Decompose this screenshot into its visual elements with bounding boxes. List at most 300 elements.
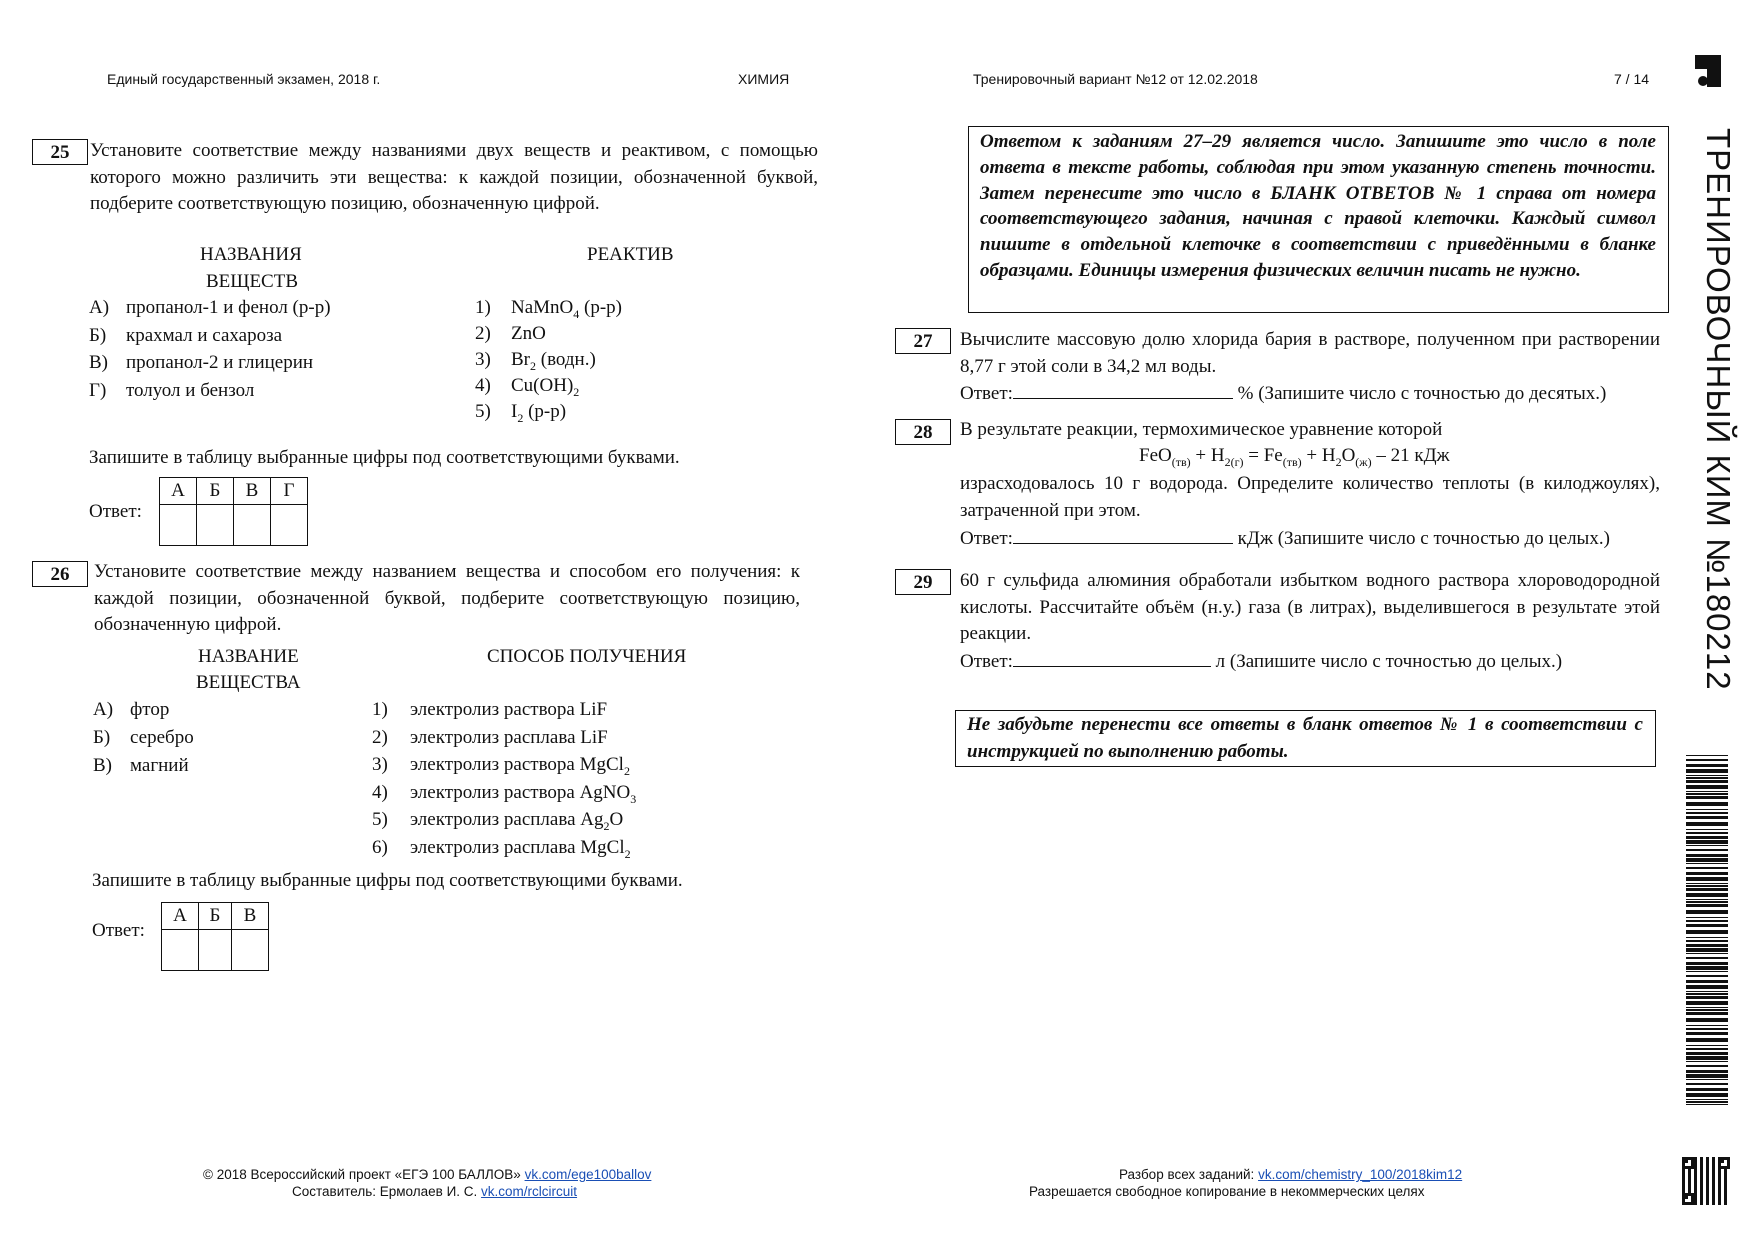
q28-answer-field[interactable] <box>1013 525 1233 544</box>
barcode-bar <box>1686 812 1728 814</box>
qr-module <box>1688 1166 1691 1169</box>
eq-sub: 2 <box>1335 454 1342 469</box>
barcode-bar <box>1686 910 1728 914</box>
q25-reagent-text: Cu(OH) <box>511 375 574 396</box>
qr-module <box>1694 1157 1697 1160</box>
qr-module <box>1724 1181 1727 1184</box>
qr-module <box>1682 1178 1685 1181</box>
qr-module <box>1724 1172 1727 1175</box>
qr-module <box>1712 1190 1715 1193</box>
qr-module <box>1688 1184 1691 1187</box>
q26-answer-cell[interactable] <box>199 930 232 971</box>
qr-module <box>1721 1166 1724 1169</box>
q25-substance-name: пропанол-1 и фенол (р-р) <box>126 297 331 318</box>
qr-module <box>1682 1160 1685 1163</box>
qr-module <box>1700 1184 1703 1187</box>
q25-reagent-text: NaMnO <box>511 297 574 318</box>
qr-code-icon <box>1682 1157 1730 1205</box>
barcode-bar <box>1686 802 1728 806</box>
barcode-bar <box>1686 1032 1728 1035</box>
q26-answer-letter: В <box>232 903 269 930</box>
q26-method-item <box>410 754 630 779</box>
qr-module <box>1700 1163 1703 1166</box>
q25-answer-cell[interactable] <box>197 505 234 546</box>
q26-method-text: электролиз расплава MgCl <box>410 837 625 858</box>
question-number-26: 26 <box>32 561 88 587</box>
q29-answer-label: Ответ: <box>960 651 1013 672</box>
qr-module <box>1694 1199 1697 1202</box>
barcode-bar <box>1686 1056 1728 1060</box>
qr-module <box>1700 1175 1703 1178</box>
qr-module <box>1694 1169 1697 1172</box>
barcode-bar <box>1686 944 1728 947</box>
barcode-bar <box>1686 829 1728 830</box>
qr-module <box>1724 1169 1727 1172</box>
qr-module <box>1682 1199 1685 1202</box>
eq-part: + H <box>1190 445 1225 466</box>
q25-reagent-text: (р-р) <box>579 297 623 318</box>
q25-answer-cell[interactable] <box>160 505 197 546</box>
qr-module <box>1727 1163 1730 1166</box>
barcode-bar <box>1686 780 1728 783</box>
q25-reagent-item <box>511 297 622 322</box>
qr-module <box>1694 1196 1697 1199</box>
q25-text: Установите соответствие между названиями двух веществ и реактивом, с помощью которого можно различить эти вещества: к каждой позиции, обозначенной буквой, подберите соответствующую позицию, обозначенную цифрой. <box>90 140 818 214</box>
qr-module <box>1706 1196 1709 1199</box>
barcode-bar <box>1686 793 1728 795</box>
barcode-bar <box>1686 785 1728 789</box>
qr-module <box>1688 1190 1691 1193</box>
q25-reagent-item <box>511 401 566 426</box>
q26-answer-cell[interactable] <box>232 930 269 971</box>
q26-col-left-header-2: ВЕЩЕСТВА <box>196 672 301 693</box>
barcode-bar <box>1686 948 1728 952</box>
q26-method-text: электролиз раствора AgNO <box>410 781 631 803</box>
qr-module <box>1724 1193 1727 1196</box>
qr-module <box>1694 1160 1697 1163</box>
qr-module <box>1682 1190 1685 1193</box>
qr-module <box>1682 1169 1685 1172</box>
notice-frame <box>968 126 1669 313</box>
barcode-bar <box>1686 962 1728 965</box>
header-subject: ХИМИЯ <box>738 71 790 87</box>
q27-answer-row <box>960 380 1606 405</box>
footer-left-line-1 <box>203 1167 651 1182</box>
q26-method-number: 5) <box>372 809 388 831</box>
q25-answer-letter: В <box>234 478 271 505</box>
q25-answer-label: Ответ: <box>89 501 142 522</box>
qr-module <box>1706 1199 1709 1202</box>
qr-module <box>1694 1184 1697 1187</box>
barcode-bar <box>1686 1025 1728 1026</box>
q25-substance-letter: А) <box>89 297 110 318</box>
barcode-bar <box>1686 836 1728 839</box>
qr-module <box>1682 1181 1685 1184</box>
qr-module <box>1712 1193 1715 1196</box>
barcode-bar <box>1686 840 1728 844</box>
qr-module <box>1718 1163 1721 1166</box>
q25-answer-letter: Б <box>197 478 234 505</box>
q25-substance-letter: Г) <box>89 379 107 401</box>
barcode-bar <box>1686 957 1728 959</box>
header-exam: Единый государственный экзамен, 2018 г. <box>107 71 381 87</box>
qr-module <box>1706 1160 1709 1163</box>
qr-module <box>1706 1187 1709 1190</box>
q26-substance-name: магний <box>130 755 189 776</box>
qr-module <box>1694 1178 1697 1181</box>
footer-link-analysis[interactable]: vk.com/chemistry_100/2018kim12 <box>1258 1167 1463 1182</box>
qr-module <box>1691 1160 1694 1163</box>
barcode-bar <box>1686 832 1728 834</box>
barcode-bar <box>1686 854 1728 857</box>
q25-reagent-number: 3) <box>475 349 491 370</box>
qr-module <box>1724 1199 1727 1202</box>
q25-reagent-item <box>511 349 596 374</box>
qr-module <box>1712 1169 1715 1172</box>
q25-substance-letter: В) <box>89 352 108 373</box>
q25-instruction: Запишите в таблицу выбранные цифры под соответствующими буквами. <box>89 447 680 468</box>
q25-reagent-text: I <box>511 401 518 422</box>
qr-module <box>1688 1169 1691 1172</box>
qr-module <box>1706 1169 1709 1172</box>
qr-module <box>1727 1160 1730 1163</box>
barcode-bar <box>1686 858 1728 862</box>
qr-module <box>1718 1181 1721 1184</box>
qr-module <box>1700 1196 1703 1199</box>
footer-analysis-label: Разбор всех заданий: <box>1119 1167 1259 1182</box>
qr-module <box>1691 1166 1694 1169</box>
footer-author: Составитель: Ермолаев И. С. <box>292 1184 482 1199</box>
q25-col-left-header-1: НАЗВАНИЯ <box>200 244 302 265</box>
qr-module <box>1712 1199 1715 1202</box>
barcode-bar <box>1686 867 1728 869</box>
qr-module <box>1712 1202 1715 1205</box>
qr-module <box>1718 1193 1721 1196</box>
barcode-bar <box>1686 1038 1728 1042</box>
q28-text-2: израсходовалось 10 г водорода. Определите количество теплоты (в килоджоулях), затраченной при этом. <box>960 473 1660 521</box>
q28-answer-row <box>960 525 1610 550</box>
q26-method-item <box>410 782 636 807</box>
qr-module <box>1712 1175 1715 1178</box>
qr-module <box>1718 1202 1721 1205</box>
q25-reagent-text: (водн.) <box>536 349 596 370</box>
footer-link-ege100[interactable]: vk.com/ege100ballov <box>524 1167 652 1182</box>
qr-module <box>1724 1202 1727 1205</box>
qr-module <box>1724 1178 1727 1181</box>
eq-part: + H <box>1301 445 1336 466</box>
corner-marker-icon <box>1695 55 1723 89</box>
qr-module <box>1682 1166 1685 1169</box>
qr-module <box>1682 1184 1685 1187</box>
q26-substance-letter: В) <box>93 755 112 776</box>
question-number-27: 27 <box>895 328 951 354</box>
qr-module <box>1691 1202 1694 1205</box>
barcode-bar <box>1686 877 1728 881</box>
q25-reagent-text: (р-р) <box>523 401 567 422</box>
barcode-bar <box>1686 822 1728 826</box>
q26-method-text: электролиз расплава LiF <box>410 726 608 748</box>
q26-method-item <box>410 727 608 752</box>
q27-answer-field[interactable] <box>1013 380 1233 399</box>
q26-method-subscript: 3 <box>630 791 637 806</box>
header-variant: Тренировочный вариант №12 от 12.02.2018 <box>973 71 1258 87</box>
q25-substance-letter: Б) <box>89 324 107 346</box>
qr-module <box>1688 1172 1691 1175</box>
barcode-bar <box>1686 1099 1728 1100</box>
q26-method-subscript: 2 <box>624 846 631 861</box>
qr-module <box>1706 1166 1709 1169</box>
qr-module <box>1718 1190 1721 1193</box>
q26-method-item <box>410 699 607 724</box>
qr-module <box>1706 1202 1709 1205</box>
qr-module <box>1700 1199 1703 1202</box>
qr-module <box>1724 1166 1727 1169</box>
barcode-bar <box>1686 1007 1728 1008</box>
q26-method-number: 6) <box>372 837 388 858</box>
question-number-25: 25 <box>32 139 88 165</box>
barcode-bar <box>1686 971 1728 972</box>
qr-module <box>1712 1157 1715 1160</box>
barcode-bar <box>1686 985 1728 989</box>
q29-answer-row <box>960 648 1562 673</box>
qr-module <box>1700 1157 1703 1160</box>
qr-module <box>1706 1193 1709 1196</box>
barcode-bar <box>1686 991 1728 992</box>
qr-module <box>1700 1187 1703 1190</box>
q26-method-subscript: 2 <box>603 819 610 834</box>
barcode-bar <box>1686 845 1728 846</box>
barcode-bar <box>1686 937 1728 938</box>
barcode-bar <box>1686 930 1728 934</box>
barcode-bar <box>1686 1104 1728 1105</box>
qr-module <box>1712 1187 1715 1190</box>
q26-method-subscript: 2 <box>623 763 630 778</box>
qr-module <box>1718 1172 1721 1175</box>
qr-module <box>1682 1163 1685 1166</box>
qr-module <box>1727 1157 1730 1160</box>
q25-answer-cell[interactable] <box>234 505 271 546</box>
qr-module <box>1682 1175 1685 1178</box>
eq-part: O <box>1341 445 1356 466</box>
qr-module <box>1706 1175 1709 1178</box>
barcode-bar <box>1686 953 1728 954</box>
q26-method-text: электролиз расплава Ag <box>410 809 604 831</box>
eq-sub: (тв) <box>1171 454 1191 469</box>
q25-reagent-item <box>511 323 546 348</box>
barcode-bar <box>1686 883 1728 884</box>
q26-col-right-header: СПОСОБ ПОЛУЧЕНИЯ <box>487 646 687 667</box>
qr-module <box>1694 1175 1697 1178</box>
q25-reagent-number: 4) <box>475 375 491 396</box>
qr-module <box>1685 1202 1688 1205</box>
q25-substance-name: пропанол-2 и глицерин <box>126 352 314 373</box>
q25-reagent-item <box>511 375 579 400</box>
qr-module <box>1688 1193 1691 1196</box>
barcode-bar <box>1686 920 1728 922</box>
barcode-bar <box>1686 1065 1728 1067</box>
qr-module <box>1712 1166 1715 1169</box>
qr-module <box>1694 1163 1697 1166</box>
barcode-bar <box>1686 1074 1728 1078</box>
barcode-bar <box>1686 759 1728 761</box>
qr-module <box>1685 1157 1688 1160</box>
q25-answer-letter: А <box>160 478 197 505</box>
qr-module <box>1700 1172 1703 1175</box>
barcode-bar <box>1686 893 1728 897</box>
eq-sub: (тв) <box>1282 454 1302 469</box>
qr-module <box>1694 1181 1697 1184</box>
q25-reagent-subscript: 2 <box>530 358 536 373</box>
qr-module <box>1706 1181 1709 1184</box>
barcode-bar <box>1686 849 1728 851</box>
q26-substance-name: серебро <box>130 727 194 748</box>
eq-part: FeO <box>1139 445 1172 466</box>
q26-method-number: 1) <box>372 699 388 720</box>
reminder-frame <box>955 710 1656 767</box>
q26-answer-cell[interactable] <box>162 930 199 971</box>
barcode-bar <box>1686 1012 1728 1015</box>
qr-module <box>1718 1199 1721 1202</box>
q25-answer-cell[interactable] <box>271 505 308 546</box>
q26-col-left-header-1: НАЗВАНИЕ <box>198 646 299 667</box>
q27-answer-hint: % (Запишите число с точностью до десятых.) <box>1237 383 1607 404</box>
q26-answer-table <box>161 902 269 971</box>
q25-col-right-header: РЕАКТИВ <box>587 244 674 265</box>
qr-module <box>1706 1190 1709 1193</box>
barcode-bar <box>1686 755 1728 756</box>
qr-module <box>1706 1157 1709 1160</box>
qr-module <box>1688 1187 1691 1190</box>
barcode-bar <box>1686 809 1728 810</box>
q26-instruction: Запишите в таблицу выбранные цифры под соответствующими буквами. <box>92 870 683 891</box>
q25-answer-letter: Г <box>271 478 308 505</box>
qr-module <box>1694 1190 1697 1193</box>
qr-module <box>1718 1184 1721 1187</box>
footer-copyright: © 2018 Всероссийский проект «ЕГЭ 100 БАЛЛОВ» <box>203 1167 525 1182</box>
question-number-28: 28 <box>895 419 951 445</box>
barcode-bar <box>1686 816 1728 819</box>
qr-module <box>1706 1178 1709 1181</box>
qr-module <box>1688 1157 1691 1160</box>
qr-module <box>1718 1160 1721 1163</box>
q25-substance-name: крахмал и сахароза <box>126 324 283 346</box>
q26-method-text: электролиз раствора LiF <box>410 699 608 720</box>
eq-sub: (ж) <box>1355 454 1372 469</box>
qr-module <box>1706 1184 1709 1187</box>
q26-method-text: O <box>609 809 624 831</box>
q25-reagent-text: Br <box>511 349 530 370</box>
barcode-bar <box>1686 1048 1728 1050</box>
barcode-bar <box>1686 1070 1728 1073</box>
side-title: ТРЕНИРОВОЧНЫЙ КИМ №180212 <box>1700 128 1737 691</box>
barcode-bar <box>1686 980 1728 983</box>
qr-module <box>1700 1202 1703 1205</box>
qr-module <box>1682 1187 1685 1190</box>
qr-module <box>1706 1172 1709 1175</box>
barcode-bar <box>1686 1088 1728 1091</box>
q25-reagent-number: 1) <box>475 297 491 318</box>
qr-module <box>1718 1196 1721 1199</box>
qr-module <box>1682 1193 1685 1196</box>
q28-equation <box>1139 445 1450 470</box>
qr-module <box>1682 1157 1685 1160</box>
q26-method-number: 4) <box>372 781 388 803</box>
q27-answer-label: Ответ: <box>960 383 1013 404</box>
qr-module <box>1685 1160 1688 1163</box>
notice-text: Ответом к заданиям 27–29 является число. Запишите это число в поле ответа в тексте работы, соблюдая при этом указанную степень точности. Затем перенесите это число в БЛАНК ОТВЕТОВ № 1 справа от номера соответствующего задания, начиная с правой клеточки. Каждый символ пишите в отдельной клеточке в соответствии с приведёнными в бланке образцами. Единицы измерения физических величин писать не нужно. <box>980 131 1656 281</box>
qr-module <box>1688 1178 1691 1181</box>
q26-answer-letter: Б <box>199 903 232 930</box>
q28-text-1: В результате реакции, термохимическое уравнение которой <box>960 419 1443 440</box>
barcode-bar <box>1686 1018 1728 1022</box>
qr-module <box>1688 1175 1691 1178</box>
reminder-text: Не забудьте перенести все ответы в бланк ответов № 1 в соответствии с инструкцией по выполнению работы. <box>967 714 1643 762</box>
barcode-bar <box>1686 872 1728 875</box>
qr-module <box>1700 1178 1703 1181</box>
barcode-bar <box>1686 885 1728 887</box>
qr-module <box>1685 1196 1688 1199</box>
qr-module <box>1700 1181 1703 1184</box>
q25-reagent-subscript: 2 <box>573 384 580 399</box>
q26-answer-label: Ответ: <box>92 920 145 941</box>
q28-answer-hint: кДж (Запишите число с точностью до целых.) <box>1237 528 1610 549</box>
barcode-bar <box>1686 924 1728 927</box>
qr-module <box>1685 1193 1688 1196</box>
q29-answer-hint: л (Запишите число с точностью до целых.) <box>1215 651 1563 672</box>
q27-text: Вычислите массовую долю хлорида бария в растворе, полученном при растворении 8,77 г этой соли в 34,2 мл воды. <box>960 329 1660 377</box>
q26-substance-letter: А) <box>93 699 114 720</box>
qr-module <box>1682 1202 1685 1205</box>
q26-substance-name: фтор <box>130 699 170 720</box>
qr-module <box>1691 1193 1694 1196</box>
barcode-bar <box>1686 777 1728 779</box>
qr-module <box>1706 1163 1709 1166</box>
q25-answer-table <box>159 477 308 546</box>
footer-copy-note: Разрешается свободное копирование в некоммерческих целях <box>1029 1184 1425 1199</box>
barcode-bar <box>1686 1061 1728 1062</box>
q26-substance-letter: Б) <box>93 727 111 748</box>
qr-module <box>1688 1181 1691 1184</box>
barcode-bar <box>1686 764 1728 767</box>
qr-module <box>1682 1196 1685 1199</box>
qr-module <box>1712 1181 1715 1184</box>
barcode-bar <box>1686 775 1728 776</box>
qr-module <box>1685 1166 1688 1169</box>
barcode-bar <box>1686 1045 1728 1046</box>
qr-module <box>1721 1157 1724 1160</box>
qr-module <box>1724 1184 1727 1187</box>
qr-module <box>1718 1166 1721 1169</box>
barcode-bar <box>1686 769 1728 773</box>
q29-answer-field[interactable] <box>1013 648 1211 667</box>
q28-answer-label: Ответ: <box>960 528 1013 549</box>
barcode-bar <box>1686 1009 1728 1011</box>
qr-module <box>1694 1187 1697 1190</box>
barcode-bar <box>1686 899 1728 900</box>
q26-method-text: электролиз раствора MgCl <box>410 754 624 776</box>
barcode-icon <box>1686 755 1728 1105</box>
qr-module <box>1727 1166 1730 1169</box>
barcode-bar <box>1686 863 1728 864</box>
qr-module <box>1682 1172 1685 1175</box>
barcode-bar <box>1686 966 1728 970</box>
footer-link-author[interactable]: vk.com/rclcircuit <box>481 1184 578 1199</box>
qr-module <box>1724 1190 1727 1193</box>
qr-module <box>1694 1166 1697 1169</box>
barcode-bar <box>1686 996 1728 999</box>
qr-module <box>1718 1178 1721 1181</box>
barcode-bar <box>1686 901 1728 903</box>
